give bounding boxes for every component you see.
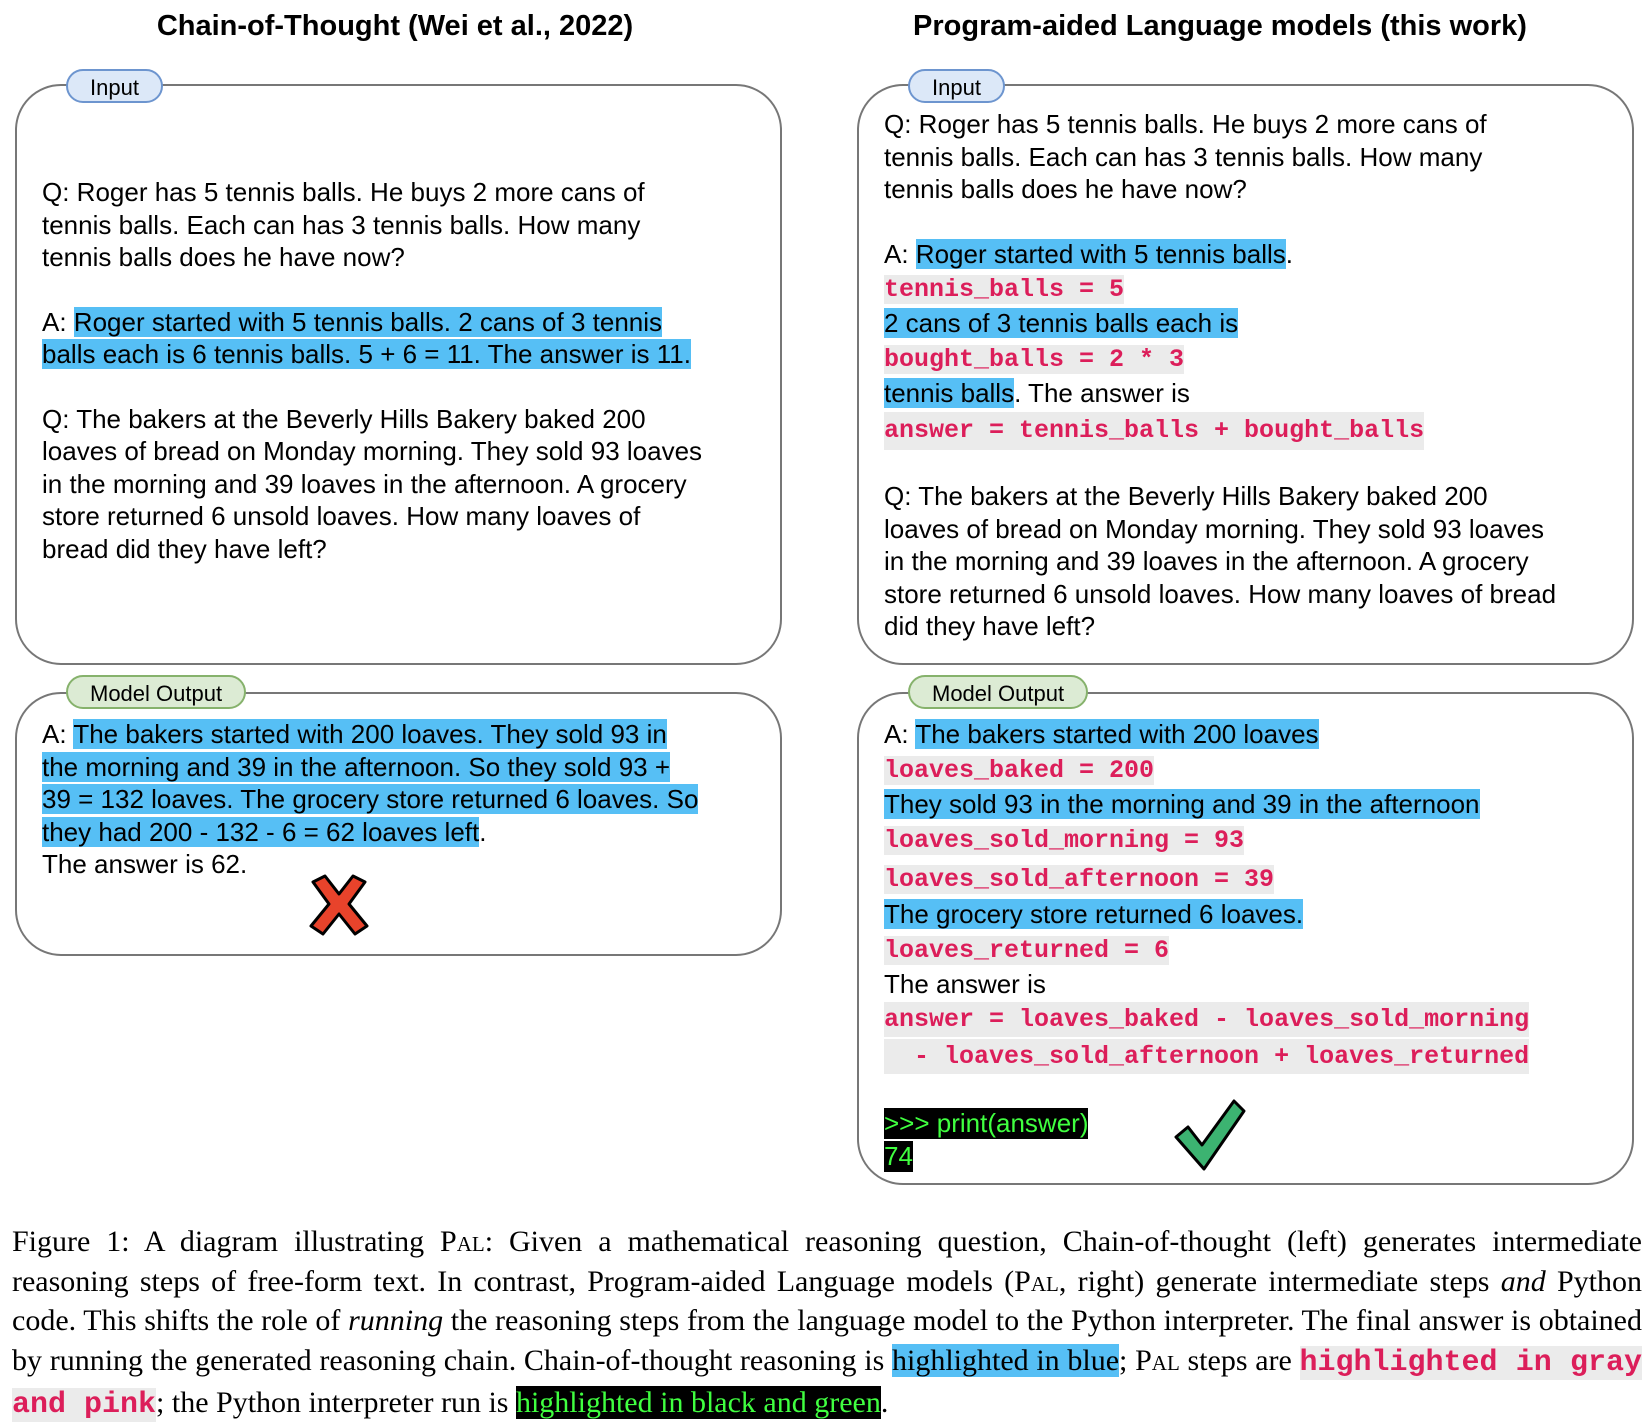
- right-output-tag: Model Output: [908, 675, 1088, 709]
- right-code-line: tennis_balls = 5: [884, 275, 1125, 304]
- red-x-icon: [307, 874, 371, 936]
- left-out-answer: The answer is 62.: [42, 849, 248, 879]
- left-q2-line: Q: The bakers at the Beverly Hills Bakery baked 200: [42, 403, 646, 434]
- right-a-reasoning: 2 cans of 3 tennis balls each is: [884, 308, 1239, 338]
- right-column-title: Program-aided Language models (this work): [913, 10, 1527, 42]
- right-out-reasoning: The grocery store returned 6 loaves.: [884, 899, 1304, 929]
- right-q2-line: did they have left?: [884, 611, 1096, 641]
- right-out-code: loaves_returned = 6: [884, 935, 1170, 965]
- right-q2-line: in the morning and 39 loaves in the afternoon. A grocery: [884, 546, 1529, 576]
- caption-blue-legend: highlighted in blue: [891, 1343, 1120, 1377]
- right-out-reasoning: The bakers started with 200 loaves: [915, 719, 1319, 749]
- left-out-reasoning: The bakers started with 200 loaves. They sold 93 in: [73, 719, 667, 749]
- right-out-answer-label: The answer is: [884, 968, 1046, 999]
- left-output-text: [42, 718, 772, 881]
- caption-text: : Given a mathematical reasoning question, Chain-of-thought (left) generates intermediate reasoning steps of free-form text. In contrast, Program-aided Language models (P: [12, 1225, 1642, 1298]
- caption-text: .: [880, 1386, 889, 1419]
- right-q1-line: Q: Roger has 5 tennis balls. He buys 2 more cans of: [884, 109, 1487, 139]
- caption-text: Python code. This shifts the role of: [12, 1264, 1642, 1337]
- interpreter-command: >>> print(answer): [884, 1108, 1089, 1138]
- left-column-title: Chain-of-Thought (Wei et al., 2022): [156, 10, 634, 42]
- right-a-prefix: A:: [884, 238, 916, 269]
- left-output-tag: Model Output: [66, 675, 246, 709]
- left-q2-line: in the morning and 39 loaves in the afternoon. A grocery: [42, 468, 687, 499]
- left-q1-line: Q: Roger has 5 tennis balls. He buys 2 more cans of: [42, 177, 645, 207]
- left-a1-prefix: A:: [42, 306, 74, 337]
- right-out-prefix: A:: [884, 719, 916, 749]
- right-output-text: [884, 718, 1629, 1173]
- green-check-icon: [1172, 1097, 1250, 1173]
- right-q2-line: store returned 6 unsold loaves. How many loaves of bread: [884, 578, 1557, 609]
- right-a-reasoning: tennis balls: [884, 377, 1015, 408]
- left-out-reasoning: 39 = 132 loaves. The grocery store returned 6 loaves. So: [42, 784, 699, 814]
- right-q2-line: Q: The bakers at the Beverly Hills Bakery baked 200: [884, 481, 1488, 511]
- left-input-text: [42, 176, 772, 565]
- right-q1-line: tennis balls. Each can has 3 tennis balls. How many: [884, 141, 1483, 172]
- left-q2-line: loaves of bread on Monday morning. They sold 93 loaves: [42, 436, 703, 466]
- right-a-tail: . The answer is: [1014, 377, 1190, 408]
- left-input-tag: Input: [66, 69, 163, 103]
- right-input-tag: Input: [908, 69, 1005, 103]
- right-out-code: loaves_sold_morning = 93: [884, 826, 1245, 855]
- left-out-reasoning: they had 200 - 132 - 6 = 62 loaves left: [42, 816, 480, 847]
- left-q1-line: tennis balls. Each can has 3 tennis balls. How many: [42, 209, 641, 240]
- left-a1-reasoning: balls each is 6 tennis balls. 5 + 6 = 11. The answer is 11.: [42, 339, 691, 369]
- caption-pal: al: [456, 1225, 485, 1258]
- left-q2-line: bread did they have left?: [42, 533, 327, 564]
- left-out-reasoning: the morning and 39 in the afternoon. So they sold 93 +: [42, 751, 671, 782]
- caption-pal: al: [1151, 1343, 1180, 1377]
- caption-text: steps are: [1179, 1343, 1300, 1377]
- right-out-code: loaves_baked = 200: [884, 755, 1155, 785]
- caption-text: Figure 1: A diagram illustrating P: [12, 1225, 457, 1258]
- caption-text: the reasoning steps from the language model to the Python interpreter. The final answer is obtained by running the generated reasoning chain. Chain-of-thought reasoning is: [12, 1304, 1642, 1377]
- figure-caption: [12, 1222, 1642, 1426]
- right-out-code: answer = loaves_baked - loaves_sold_morning: [884, 1002, 1529, 1037]
- left-out-period: .: [479, 816, 487, 847]
- left-q2-line: store returned 6 unsold loaves. How many loaves of: [42, 501, 641, 531]
- caption-text: ; the Python interpreter run is: [156, 1386, 516, 1419]
- caption-pal: al: [1030, 1264, 1059, 1298]
- right-q1-line: tennis balls does he have now?: [884, 174, 1247, 204]
- caption-text: ; P: [1119, 1343, 1152, 1377]
- right-q2-line: loaves of bread on Monday morning. They sold 93 loaves: [884, 513, 1545, 544]
- caption-text: , right) generate intermediate steps: [1058, 1264, 1501, 1298]
- right-a-period: .: [1285, 238, 1293, 269]
- left-out-prefix: A:: [42, 719, 74, 749]
- left-a1-reasoning: Roger started with 5 tennis balls. 2 cans of 3 tennis: [73, 306, 663, 337]
- caption-pink-legend: highlighted in gray and pink: [12, 1345, 1643, 1422]
- right-code-line: bought_balls = 2 * 3: [884, 344, 1185, 374]
- caption-emphasis: and: [1500, 1264, 1546, 1298]
- caption-emphasis: running: [348, 1304, 444, 1337]
- caption-green-legend: highlighted in black and green: [515, 1386, 881, 1419]
- right-a-reasoning: Roger started with 5 tennis balls: [915, 238, 1286, 269]
- right-out-reasoning: They sold 93 in the morning and 39 in the afternoon: [884, 788, 1480, 819]
- right-input-text: [884, 108, 1629, 643]
- left-q1-line: tennis balls does he have now?: [42, 242, 405, 272]
- right-out-code: - loaves_sold_afternoon + loaves_returned: [884, 1039, 1529, 1074]
- interpreter-output: 74: [884, 1141, 913, 1171]
- right-code-line: answer = tennis_balls + bought_balls: [884, 412, 1424, 450]
- right-out-code: loaves_sold_afternoon = 39: [884, 865, 1275, 894]
